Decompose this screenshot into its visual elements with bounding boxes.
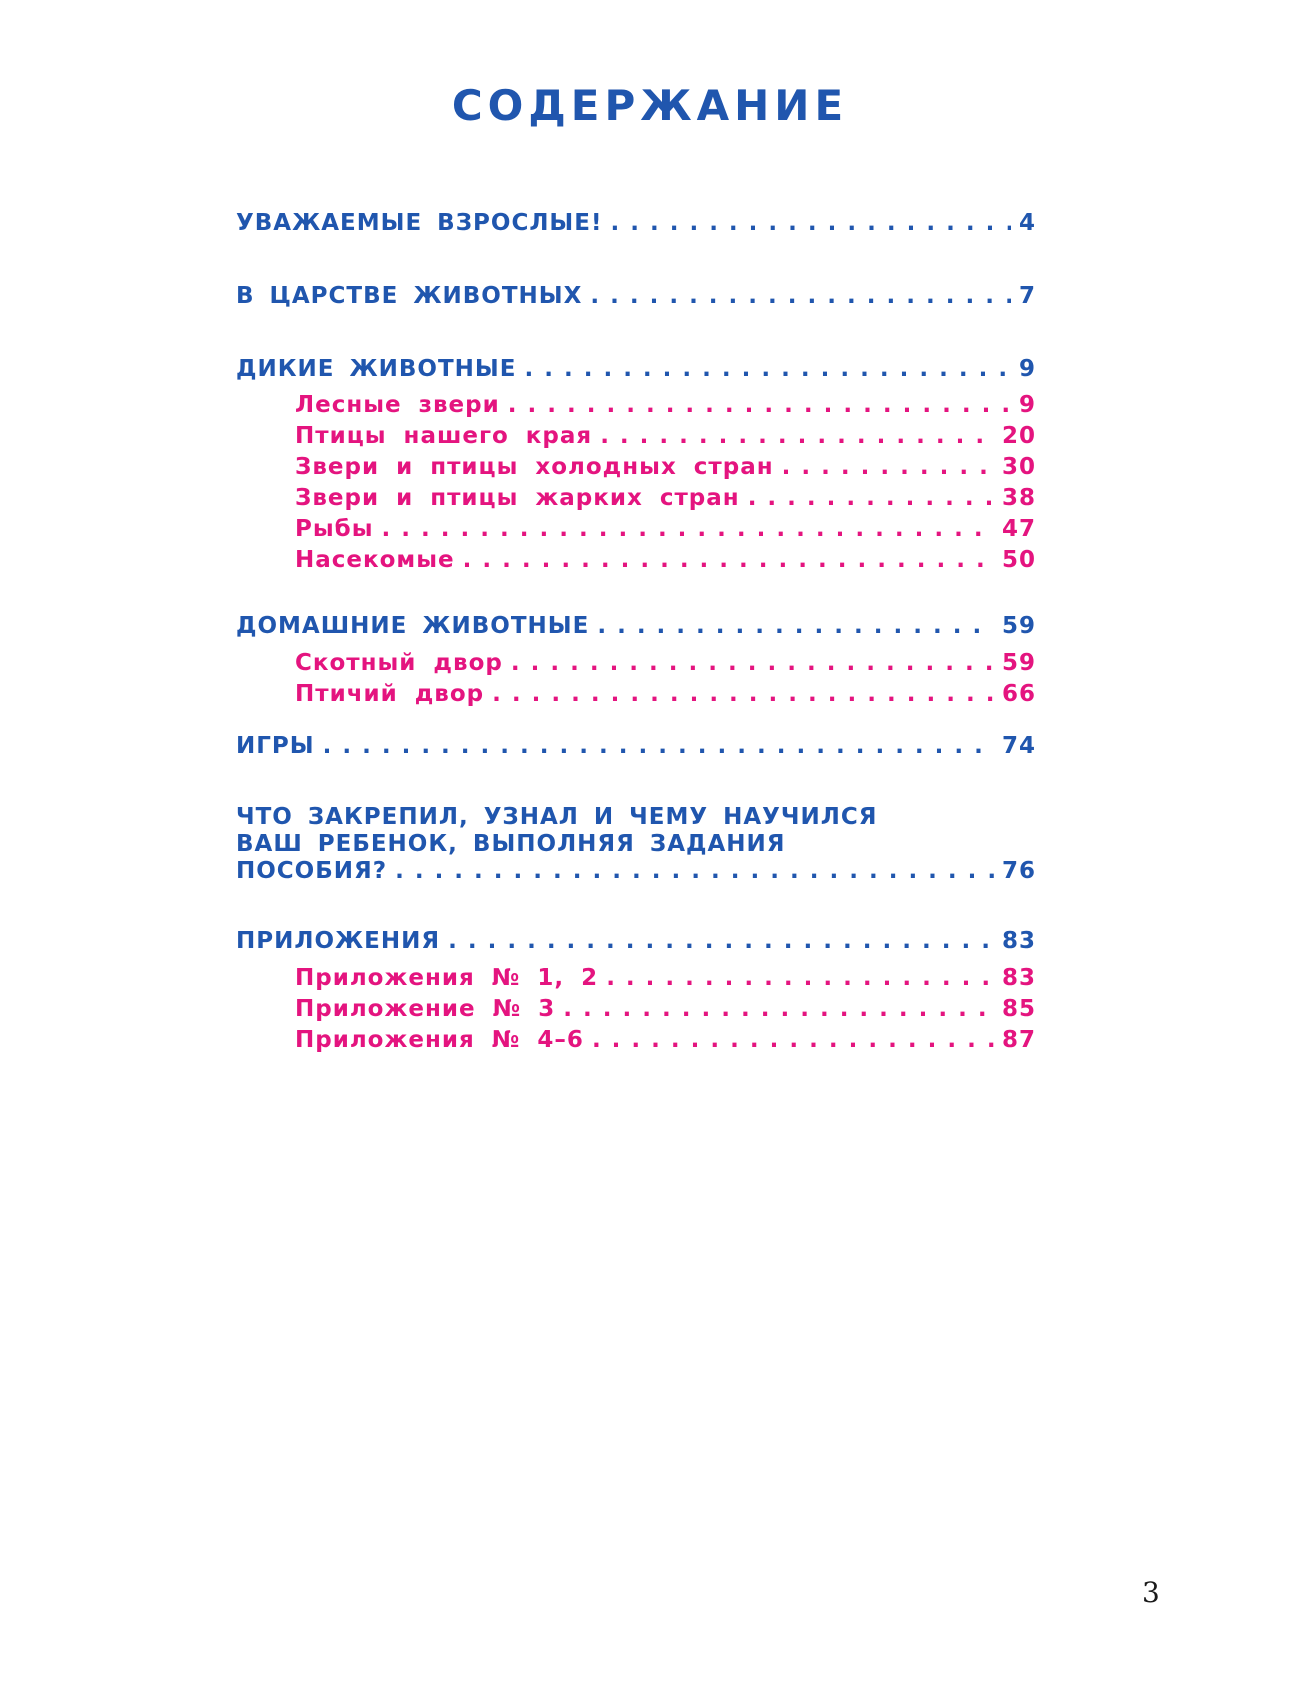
dot-leader	[592, 1027, 994, 1053]
toc-entry-label-line2: ВАШ РЕБЕНОК, ВЫПОЛНЯЯ ЗАДАНИЯ	[236, 831, 786, 857]
toc-subentry-label: Звери и птицы холодных стран	[295, 454, 774, 480]
dot-leader	[323, 733, 994, 759]
toc-entry-page: 4	[1018, 210, 1036, 236]
toc-entry-page: 76	[1001, 858, 1036, 884]
toc-subentry-page: 50	[1001, 547, 1036, 573]
toc-subentry-page: 85	[1001, 996, 1036, 1022]
dot-leader	[606, 965, 994, 991]
toc-entry-label: ИГРЫ	[236, 733, 315, 759]
toc-entry-what-learned[interactable]	[236, 804, 1036, 885]
toc-entry-label: ДОМАШНИЕ ЖИВОТНЫЕ	[236, 613, 590, 639]
toc-subentry-fish[interactable]	[295, 516, 1036, 542]
toc-entry-appendices[interactable]	[236, 928, 1036, 954]
dot-leader	[492, 681, 994, 707]
toc-subentry-insects[interactable]	[295, 547, 1036, 573]
toc-entry-label-line1: ЧТО ЗАКРЕПИЛ, УЗНАЛ И ЧЕМУ НАУЧИЛСЯ	[236, 804, 878, 830]
toc-subentry-label: Приложения № 1, 2	[295, 965, 599, 991]
dot-leader	[395, 858, 994, 885]
dot-leader	[748, 485, 994, 511]
toc-entry-label: УВАЖАЕМЫЕ ВЗРОСЛЫЕ!	[236, 210, 603, 236]
toc-entry-label: ПРИЛОЖЕНИЯ	[236, 928, 441, 954]
dot-leader	[382, 516, 994, 542]
toc-subentry-page: 83	[1001, 965, 1036, 991]
dot-leader	[463, 547, 994, 573]
toc-subentry-poultry-yard[interactable]	[295, 681, 1036, 707]
toc-entry-page: 59	[1001, 613, 1036, 639]
toc-entry-page: 7	[1018, 283, 1036, 309]
toc-subentry-label: Птицы нашего края	[295, 423, 593, 449]
toc-subentry-page: 66	[1001, 681, 1036, 707]
toc-subentry-page: 47	[1001, 516, 1036, 542]
toc-subentry-label: Рыбы	[295, 516, 374, 542]
toc-subentry-appendix-3[interactable]	[295, 996, 1036, 1022]
toc-subentry-label: Скотный двор	[295, 650, 503, 676]
toc-entry-wild-animals[interactable]	[236, 356, 1036, 382]
toc-subentry-hot-countries[interactable]	[295, 485, 1036, 511]
dot-leader	[590, 283, 1011, 309]
toc-subentry-page: 59	[1001, 650, 1036, 676]
toc-subentry-local-birds[interactable]	[295, 423, 1036, 449]
toc-subentry-label: Звери и птицы жарких стран	[295, 485, 740, 511]
dot-leader	[610, 210, 1011, 236]
toc-subentry-appendix-1-2[interactable]	[295, 965, 1036, 991]
dot-leader	[563, 996, 994, 1022]
dot-leader	[600, 423, 994, 449]
toc-subentry-cold-countries[interactable]	[295, 454, 1036, 480]
toc-subentry-cattle-yard[interactable]	[295, 650, 1036, 676]
toc-subentry-label: Птичий двор	[295, 681, 485, 707]
dot-leader	[524, 356, 1011, 382]
page-number: 3	[1142, 1576, 1160, 1609]
toc-subentry-page: 20	[1001, 423, 1036, 449]
toc-subentry-appendix-4-6[interactable]	[295, 1027, 1036, 1053]
toc-subentry-page: 38	[1001, 485, 1036, 511]
toc-subentry-label: Насекомые	[295, 547, 455, 573]
toc-entry-domestic-animals[interactable]	[236, 613, 1036, 639]
dot-leader	[448, 928, 994, 954]
toc-subentry-page: 9	[1018, 392, 1036, 418]
dot-leader	[511, 650, 994, 676]
toc-subentry-page: 87	[1001, 1027, 1036, 1053]
toc-entry-page: 83	[1001, 928, 1036, 954]
toc-entry-label-line3: ПОСОБИЯ?	[236, 858, 388, 884]
dot-leader	[508, 392, 1011, 418]
toc-subentry-label: Приложение № 3	[295, 996, 556, 1022]
toc-subentry-page: 30	[1001, 454, 1036, 480]
toc-subentry-forest-beasts[interactable]	[295, 392, 1036, 418]
toc-subentry-label: Приложения № 4–6	[295, 1027, 584, 1053]
toc-entry-page: 74	[1001, 733, 1036, 759]
toc-entry-label: В ЦАРСТВЕ ЖИВОТНЫХ	[236, 283, 583, 309]
toc-entry-last-line	[236, 858, 1036, 885]
toc-subentry-label: Лесные звери	[295, 392, 500, 418]
page-title: СОДЕРЖАНИЕ	[451, 81, 849, 130]
toc-entry-label: ДИКИЕ ЖИВОТНЫЕ	[236, 356, 517, 382]
toc-entry-page: 9	[1018, 356, 1036, 382]
toc-entry-animal-kingdom[interactable]	[236, 283, 1036, 309]
dot-leader	[782, 454, 994, 480]
toc-entry-games[interactable]	[236, 733, 1036, 759]
toc-entry-adults[interactable]	[236, 210, 1036, 236]
dot-leader	[597, 613, 994, 639]
